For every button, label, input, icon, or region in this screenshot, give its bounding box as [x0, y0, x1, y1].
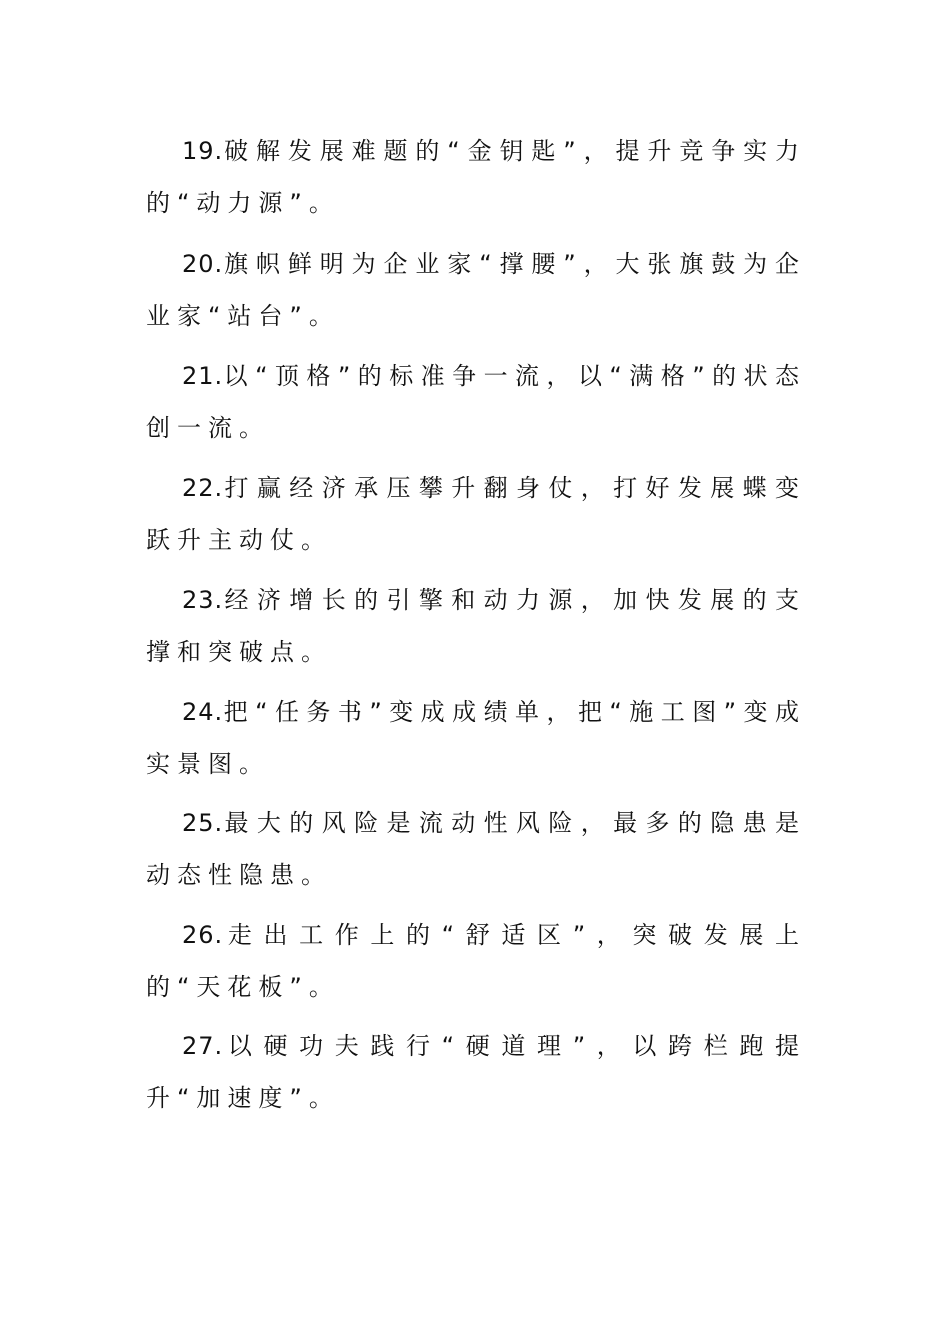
- item-number: 22.: [182, 474, 224, 502]
- item-text: 破解发展难题的“金钥匙”，提升竞争实力的“动力源”。: [146, 137, 806, 217]
- item-number: 24.: [182, 698, 224, 726]
- item-text: 走出工作上的“舒适区”，突破发展上的“天花板”。: [146, 921, 806, 1001]
- item-number: 19.: [182, 137, 224, 165]
- item-number: 21.: [182, 362, 224, 390]
- list-item: [146, 238, 806, 342]
- item-number: 26.: [182, 921, 224, 949]
- item-text: 旗帜鲜明为企业家“撑腰”，大张旗鼓为企业家“站台”。: [146, 250, 806, 330]
- item-text: 以硬功夫践行“硬道理”，以跨栏跑提升“加速度”。: [146, 1032, 806, 1112]
- item-text: 打赢经济承压攀升翻身仗，打好发展蝶变跃升主动仗。: [146, 474, 806, 554]
- item-text: 把“任务书”变成成绩单，把“施工图”变成实景图。: [146, 698, 806, 778]
- item-text: 最大的风险是流动性风险，最多的隐患是动态性隐患。: [146, 809, 806, 889]
- list-item: [146, 686, 806, 790]
- list-item: [146, 462, 806, 566]
- list-item: [146, 350, 806, 454]
- list-item: [146, 797, 806, 901]
- list-item: [146, 574, 806, 678]
- list-item: [146, 909, 806, 1013]
- list-item: [146, 1020, 806, 1124]
- item-number: 20.: [182, 250, 224, 278]
- item-number: 27.: [182, 1032, 224, 1060]
- item-text: 以“顶格”的标准争一流，以“满格”的状态创一流。: [146, 362, 806, 442]
- list-item: [146, 125, 806, 229]
- item-text: 经济增长的引擎和动力源，加快发展的支撑和突破点。: [146, 586, 806, 666]
- item-number: 23.: [182, 586, 224, 614]
- item-number: 25.: [182, 809, 224, 837]
